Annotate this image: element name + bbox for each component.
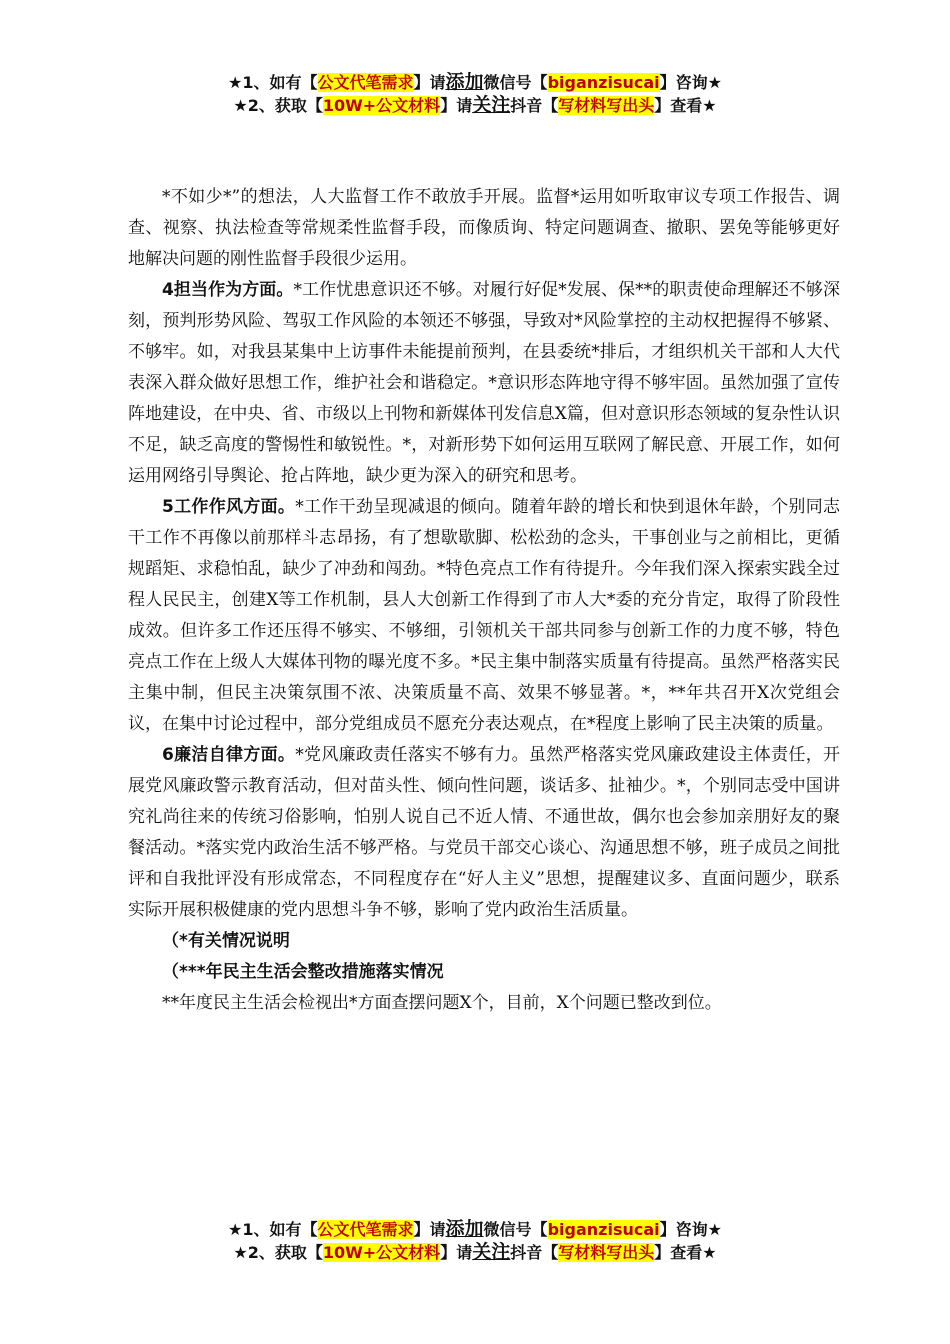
paragraph: **年度民主生活会检视出*方面查摆问题X个，目前，X个问题已整改到位。 (162, 993, 722, 1013)
banner-emphasis: 添加 (445, 1218, 484, 1240)
banner-text: ★2、获取【 (233, 1243, 323, 1262)
paragraph (128, 492, 840, 740)
banner-emphasis: 添加 (445, 71, 484, 93)
paragraph (128, 275, 840, 492)
banner-text: ★1、如有【 (228, 73, 318, 92)
banner-highlight: 公文代笔需求 (317, 73, 414, 92)
banner-highlight: 10W+公文材料 (322, 1243, 441, 1262)
footer-banner (0, 1218, 950, 1264)
section-lead: 6廉洁自律方面。 (162, 745, 296, 765)
document-body (128, 182, 840, 1019)
banner-highlight: 公文代笔需求 (317, 1220, 414, 1239)
banner-text: 微信号【 (483, 1220, 548, 1239)
paragraph (128, 740, 840, 926)
banner-line-2 (0, 94, 950, 117)
sub-heading: （*有关情况说明 (162, 931, 290, 951)
banner-text: ★1、如有【 (228, 1220, 318, 1239)
banner-text: 】请 (413, 1220, 446, 1239)
banner-text: 微信号【 (483, 73, 548, 92)
banner-emphasis: 关注 (472, 94, 511, 116)
banner-text: 抖音【 (510, 1243, 559, 1262)
banner-line-1 (0, 71, 950, 94)
banner-text: 】查看★ (654, 1243, 717, 1262)
paragraph: *不如少*”的想法，人大监督工作不敢放手开展。监督*运用如听取审议专项工作报告、调查、视察、执法检查等常规柔性监督手段，而像质询、特定问题调查、撤职、罢免等能够更好地解决问题的刚性监督手段很少运用。 (128, 187, 840, 269)
banner-text: 】请 (413, 73, 446, 92)
header-banner (0, 71, 950, 117)
banner-highlight: 写材料写出头 (558, 96, 655, 115)
section-lead: 4担当作为方面。 (162, 280, 294, 300)
banner-text: 】查看★ (654, 96, 717, 115)
banner-highlight: 10W+公文材料 (322, 96, 441, 115)
banner-emphasis: 关注 (472, 1241, 511, 1263)
banner-line-2 (0, 1241, 950, 1264)
banner-text: ★2、获取【 (233, 96, 323, 115)
paragraph-text: *工作忧患意识还不够。对履行好促*发展、保**的职责使命理解还不够深刻，预判形势风险、驾驭工作风险的本领还不够强，导致对*风险掌控的主动权把握得不够紧、不够牢。如，对我县某集中上访事件未能提前预判，在县委统*排后，才组织机关干部和人大代表深入群众做好思想工作，维护社会和谐稳定。*意识形态阵地守得不够牢固。虽然加强了宣传阵地建设，在中央、省、市级以上刊物和新媒体刊发信息X篇，但对意识形态领域的复杂性认识不足，缺乏高度的警惕性和敏锐性。*，对新形势下如何运用互联网了解民意、开展工作，如何运用网络引导舆论、抢占阵地，缺少更为深入的研究和思考。 (128, 280, 840, 486)
banner-text: 抖音【 (510, 96, 559, 115)
banner-text: 】请 (440, 1243, 473, 1262)
banner-text: 】咨询★ (659, 73, 722, 92)
paragraph-text: *党风廉政责任落实不够有力。虽然严格落实党风廉政建设主体责任，开展党风廉政警示教育活动，但对苗头性、倾向性问题，谈话多、扯袖少。*，个别同志受中国讲究礼尚往来的传统习俗影响，怕别人说自己不近人情、不通世故，偶尔也会参加亲朋好友的聚餐活动。*落实党内政治生活不够严格。与党员干部交心谈心、沟通思想不够，班子成员之间批评和自我批评没有形成常态，不同程度存在“好人主义”思想，提醒建议多、直面问题少，联系实际开展积极健康的党内思想斗争不够，影响了党内政治生活质量。 (128, 745, 840, 920)
paragraph-text: *工作干劲呈现减退的倾向。随着年龄的增长和快到退休年龄，个别同志干工作不再像以前那样斗志昂扬，有了想歇歇脚、松松劲的念头，干事创业与之前相比，更循规蹈矩、求稳怕乱，缺少了冲劲和闯劲。*特色亮点工作有待提升。今年我们深入探索实践全过程人民民主，创建X等工作机制，县人大创新工作得到了市人大*委的充分肯定，取得了阶段性成效。但许多工作还压得不够实、不够细，引领机关干部共同参与创新工作的力度不够，特色亮点工作在上级人大媒体刊物的曝光度不多。*民主集中制落实质量有待提高。虽然严格落实民主集中制，但民主决策氛围不浓、决策质量不高、效果不够显著。*，**年共召开X次党组会议，在集中讨论过程中，部分党组成员不愿充分表达观点，在*程度上影响了民主决策的质量。 (128, 497, 840, 734)
banner-wechat-id: biganzisucai (547, 1220, 660, 1239)
banner-highlight: 写材料写出头 (558, 1243, 655, 1262)
sub-heading: （***年民主生活会整改措施落实情况 (162, 962, 444, 982)
banner-wechat-id: biganzisucai (547, 73, 660, 92)
banner-text: 】请 (440, 96, 473, 115)
banner-text: 】咨询★ (659, 1220, 722, 1239)
section-lead: 5工作作风方面。 (162, 497, 296, 517)
banner-line-1 (0, 1218, 950, 1241)
